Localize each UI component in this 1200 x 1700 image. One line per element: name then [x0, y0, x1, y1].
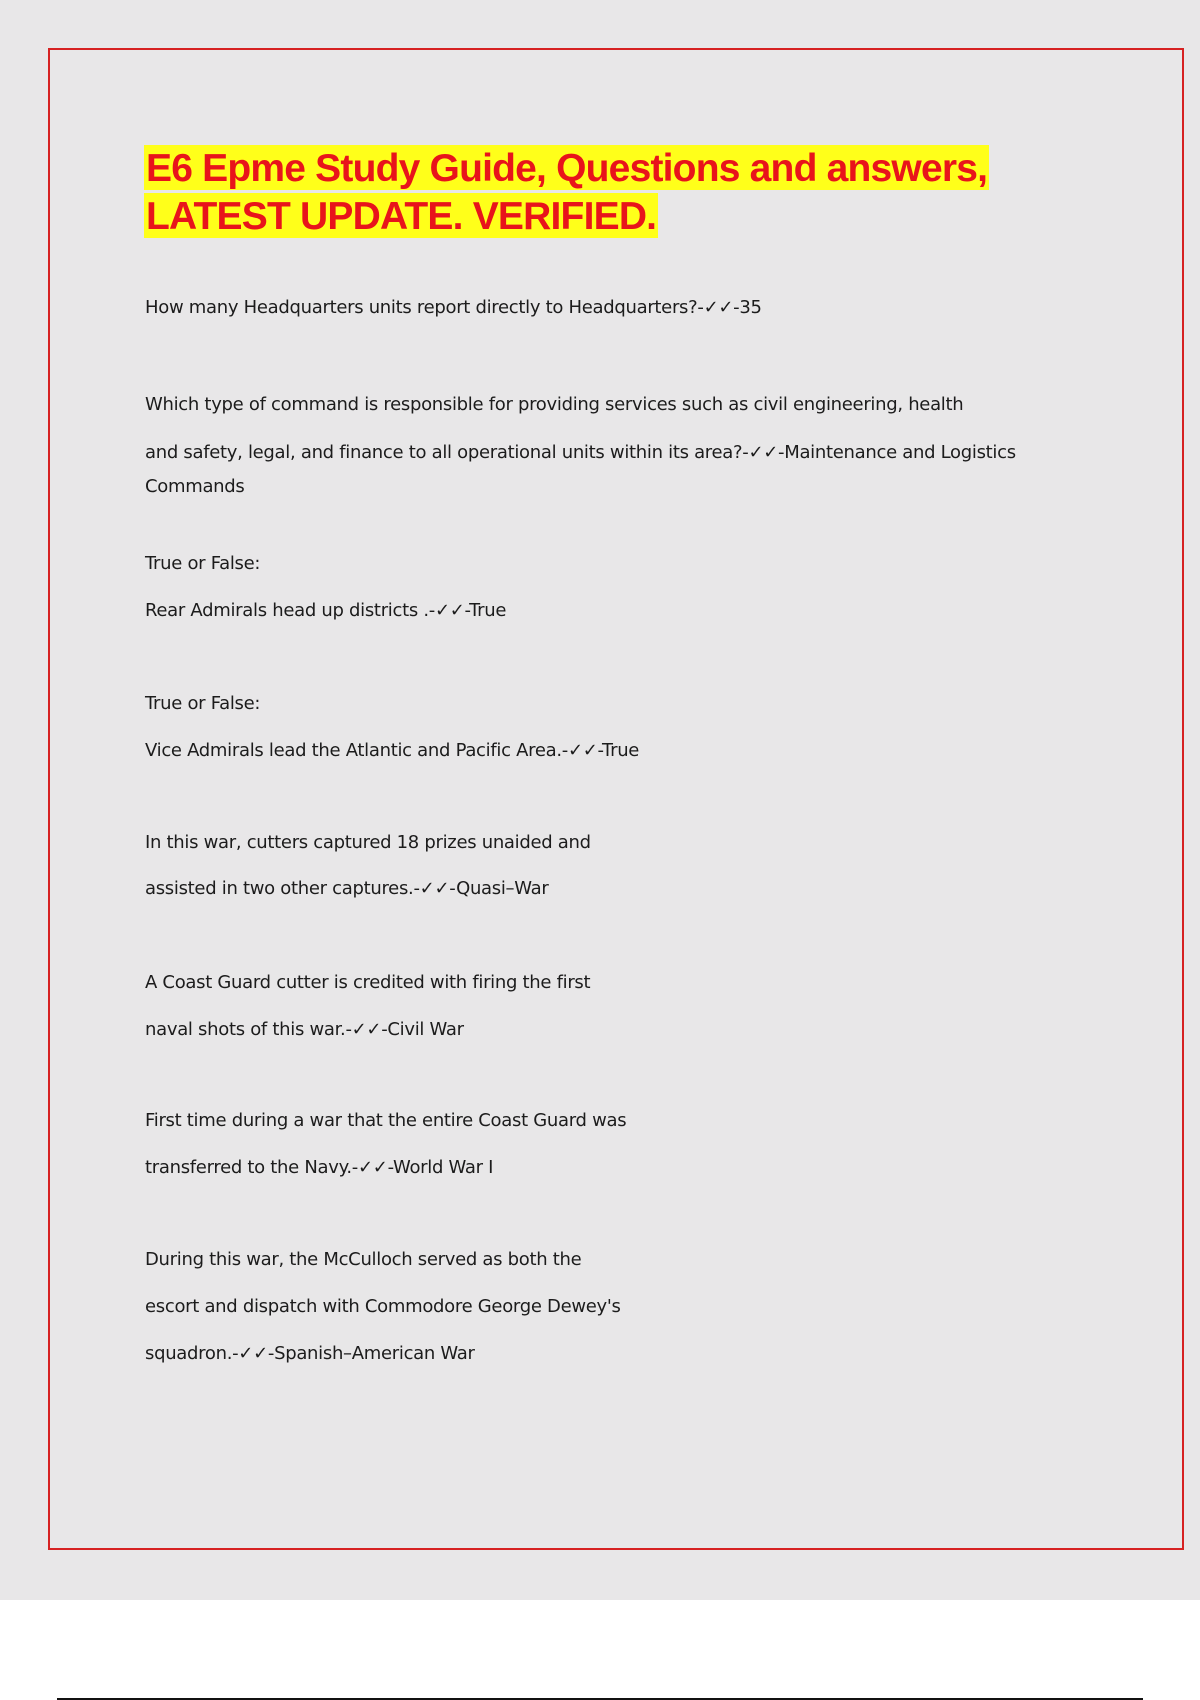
- qa-line: First time during a war that the entire Coast Guard was: [145, 1110, 627, 1131]
- qa-item-rear-admirals: [145, 540, 1085, 634]
- qa-line: naval shots of this war.-✓✓-Civil War: [145, 1019, 464, 1040]
- title-line-1: E6 Epme Study Guide, Questions and answers,: [146, 147, 988, 190]
- qa-line: Vice Admirals lead the Atlantic and Pacific Area.-✓✓-True: [145, 740, 640, 761]
- title-line-2: LATEST UPDATE. VERIFIED.: [146, 195, 657, 238]
- qa-item-command-type: [145, 381, 1085, 511]
- qa-line: Which type of command is responsible for providing services such as civil engineering, health: [145, 394, 964, 415]
- qa-line: transferred to the Navy.-✓✓-World War I: [145, 1157, 494, 1178]
- qa-item-headquarters-units: [145, 293, 1085, 323]
- qa-item-spanish-american-war: [145, 1236, 1085, 1377]
- document-title: [144, 145, 1044, 241]
- qa-line: True or False:: [145, 553, 261, 574]
- qa-line: Commands: [145, 476, 245, 497]
- qa-item-quasi-war: [145, 820, 1085, 912]
- qa-line: True or False:: [145, 693, 261, 714]
- qa-item-civil-war: [145, 959, 1085, 1053]
- qa-line: During this war, the McCulloch served as both the: [145, 1249, 582, 1270]
- qa-line: In this war, cutters captured 18 prizes unaided and: [145, 832, 591, 853]
- qa-line: and safety, legal, and finance to all operational units within its area?-✓✓-Maintenance and Logistics: [145, 442, 1016, 463]
- qa-line: Rear Admirals head up districts .-✓✓-True: [145, 600, 507, 621]
- qa-line: A Coast Guard cutter is credited with firing the first: [145, 972, 591, 993]
- qa-line: escort and dispatch with Commodore George Dewey's: [145, 1296, 621, 1317]
- qa-line: assisted in two other captures.-✓✓-Quasi–War: [145, 878, 549, 899]
- qa-item-world-war-i: [145, 1097, 1085, 1191]
- qa-line: How many Headquarters units report directly to Headquarters?-✓✓-35: [145, 297, 762, 318]
- qa-line: squadron.-✓✓-Spanish–American War: [145, 1343, 475, 1364]
- qa-item-vice-admirals: [145, 680, 1085, 774]
